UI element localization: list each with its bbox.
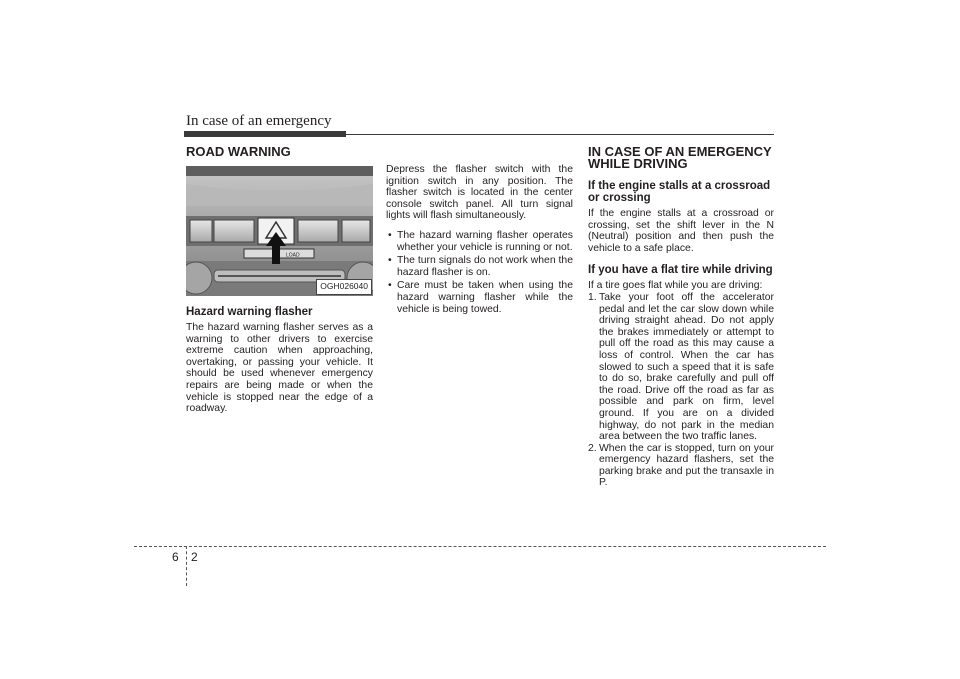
column-right xyxy=(588,146,774,489)
header-rule xyxy=(346,134,774,135)
header-bar xyxy=(184,131,346,137)
column-middle xyxy=(386,164,573,317)
footer-rule xyxy=(134,546,826,547)
flasher-bullet-list xyxy=(386,230,573,315)
list-item: 2. When the car is stopped, turn on your emergency hazard flashers, set the parking brake and put the transaxle in P. xyxy=(588,442,774,489)
load-button-label: LOAD xyxy=(286,252,300,259)
page-header-title: In case of an emergency xyxy=(186,113,332,129)
section-heading-road-warning: ROAD WARNING xyxy=(186,144,291,159)
chapter-number: 6 xyxy=(172,550,179,564)
list-item: 1. Take your foot off the accelerator pedal and let the car slow down while driving straight ahead. Do not apply the brakes immediately or attempt to pull off the road as this may cause a loss of control. When the car has slowed to such a speed that it is safe to do so, brake carefully and pull off the road. Drive off the road as far as possible and park on firm, level ground. If you are on a divided highway, do not park in the median area between the two traffic lanes. xyxy=(588,291,774,443)
hazard-switch-figure xyxy=(186,166,373,296)
section-heading-emergency: IN CASE OF AN EMERGENCY WHILE DRIVING xyxy=(588,144,772,171)
flasher-switch-paragraph: Depress the flasher switch with the ignition switch in any position. The flasher switch is located in the center console switch panel. All turn signal lights will flash simultaneously. xyxy=(386,164,573,222)
column-left xyxy=(186,146,373,415)
figure-code: OGH026040 xyxy=(316,279,372,295)
engine-stalls-paragraph: If the engine stalls at a crossroad or crossing, set the shift lever in the N (Neutral) position and then push the vehicle to a safe place. xyxy=(588,208,774,254)
list-item: • Care must be taken when using the hazard warning flasher while the vehicle is being towed. xyxy=(386,280,573,315)
subheading-engine-stalls: If the engine stalls at a crossroad or crossing xyxy=(588,180,771,204)
flat-tire-intro: If a tire goes flat while you are driving: xyxy=(588,280,763,292)
hazard-switch-illustration xyxy=(186,166,373,296)
list-item: • The hazard warning flasher operates whether your vehicle is running or not. xyxy=(386,230,573,253)
hazard-flasher-paragraph: The hazard warning flasher serves as a warning to other drivers to exercise extreme caution when approaching, overtaking, or passing your vehicle. It should be used whenever emergency repairs are being made or when the vehicle is stopped near the edge of a roadway. xyxy=(186,322,373,415)
flat-tire-steps xyxy=(588,292,774,489)
list-item: • The turn signals do not work when the hazard flasher is on. xyxy=(386,255,573,278)
subheading-flat-tire: If you have a flat tire while driving xyxy=(588,264,773,277)
page-number: 2 xyxy=(191,550,198,564)
footer-divider xyxy=(186,546,187,586)
subheading-hazard-flasher: Hazard warning flasher xyxy=(186,306,313,318)
